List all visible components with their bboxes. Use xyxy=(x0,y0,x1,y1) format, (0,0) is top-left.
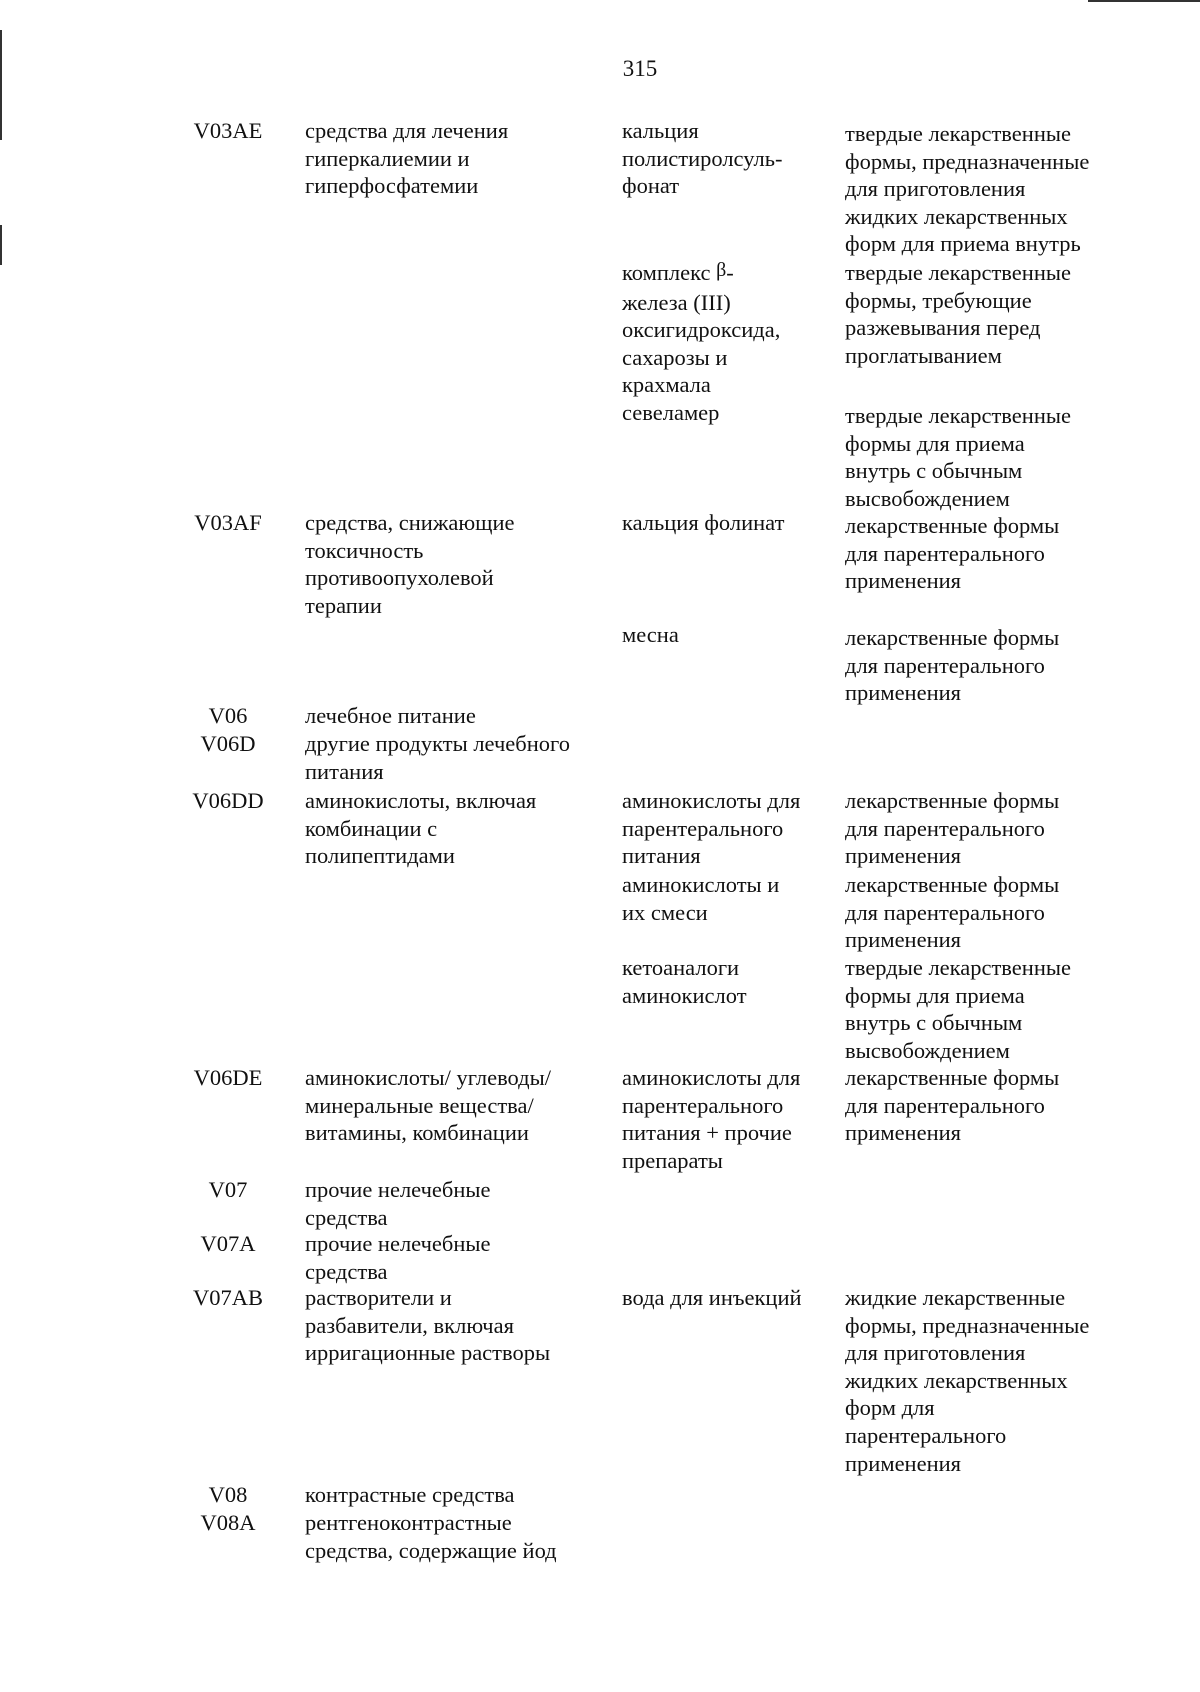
group-name: аминокислоты/ углеводы/ минеральные вещества/ витамины, комбинации xyxy=(305,1065,551,1146)
dosage-form: твердые лекарственные формы, предназначенные для приготовления жидких лекарственных форм для приема внутрь xyxy=(845,121,1090,257)
group-name: растворители и разбавители, включая ирригационные растворы xyxy=(305,1285,551,1366)
drug-name: кальция фолинат xyxy=(622,510,785,535)
drug-name: аминокислоты для парентерального питания xyxy=(622,788,801,869)
page-number: 315 xyxy=(622,56,658,81)
dosage-form: лекарственные формы для парентерального применения xyxy=(845,788,1060,869)
drug-name: вода для инъекций xyxy=(622,1285,802,1310)
atc-code: V06DE xyxy=(193,1065,263,1090)
drug-name: аминокислоты для парентерального питания + прочие препараты xyxy=(622,1065,801,1173)
atc-code: V06D xyxy=(200,731,256,756)
group-name: рентгеноконтрастные средства, содержащие йод xyxy=(305,1510,557,1563)
scan-edge-top-right xyxy=(1088,0,1200,2)
atc-code: V07AB xyxy=(192,1285,263,1310)
drug-name: кальция полистиролсуль- фонат xyxy=(622,118,783,199)
drug-name: месна xyxy=(622,622,679,647)
scan-edge-left-mid xyxy=(0,225,2,265)
dosage-form: лекарственные формы для парентерального применения xyxy=(845,513,1060,594)
group-name: контрастные средства xyxy=(305,1482,515,1507)
dosage-form: твердые лекарственные формы для приема внутрь с обычным высвобождением xyxy=(845,403,1071,511)
dosage-form: лекарственные формы для парентерального применения xyxy=(845,625,1060,706)
drug-name xyxy=(622,259,832,399)
group-name: средства, снижающие токсичность противоопухолевой терапии xyxy=(305,510,515,618)
group-name: лечебное питание xyxy=(305,703,476,728)
dosage-form: лекарственные формы для парентерального применения xyxy=(845,872,1060,953)
group-name: средства для лечения гиперкалиемии и гиперфосфатемии xyxy=(305,118,509,199)
dosage-form: лекарственные формы для парентерального применения xyxy=(845,1065,1060,1146)
dosage-form: твердые лекарственные формы, требующие разжевывания перед проглатыванием xyxy=(845,260,1071,368)
beta-symbol: β xyxy=(716,259,727,281)
atc-code: V08 xyxy=(208,1482,248,1507)
atc-code: V03AE xyxy=(193,118,263,143)
group-name: аминокислоты, включая комбинации с полипептидами xyxy=(305,788,537,869)
drug-name: аминокислоты и их смеси xyxy=(622,872,780,925)
atc-code: V08A xyxy=(200,1510,256,1535)
dosage-form: жидкие лекарственные формы, предназначенные для приготовления жидких лекарственных форм для парентерального применения xyxy=(845,1285,1090,1476)
scan-edge-left-top xyxy=(0,30,2,140)
group-name: другие продукты лечебного питания xyxy=(305,731,570,784)
dosage-form: твердые лекарственные формы для приема внутрь с обычным высвобождением xyxy=(845,955,1071,1063)
drug-name: севеламер xyxy=(622,400,720,425)
atc-code: V06 xyxy=(208,703,248,728)
group-name: прочие нелечебные средства xyxy=(305,1177,491,1230)
drug-name-prefix: комплекс xyxy=(622,260,717,285)
group-name: прочие нелечебные средства xyxy=(305,1231,491,1284)
atc-code: V07A xyxy=(200,1231,256,1256)
drug-name: кетоаналоги аминокислот xyxy=(622,955,747,1008)
atc-code: V03AF xyxy=(194,510,262,535)
atc-code: V06DD xyxy=(192,788,264,813)
drug-name-rest: - железа (III) оксигидроксида, сахарозы и крахмала xyxy=(622,260,781,398)
atc-code: V07 xyxy=(208,1177,248,1202)
